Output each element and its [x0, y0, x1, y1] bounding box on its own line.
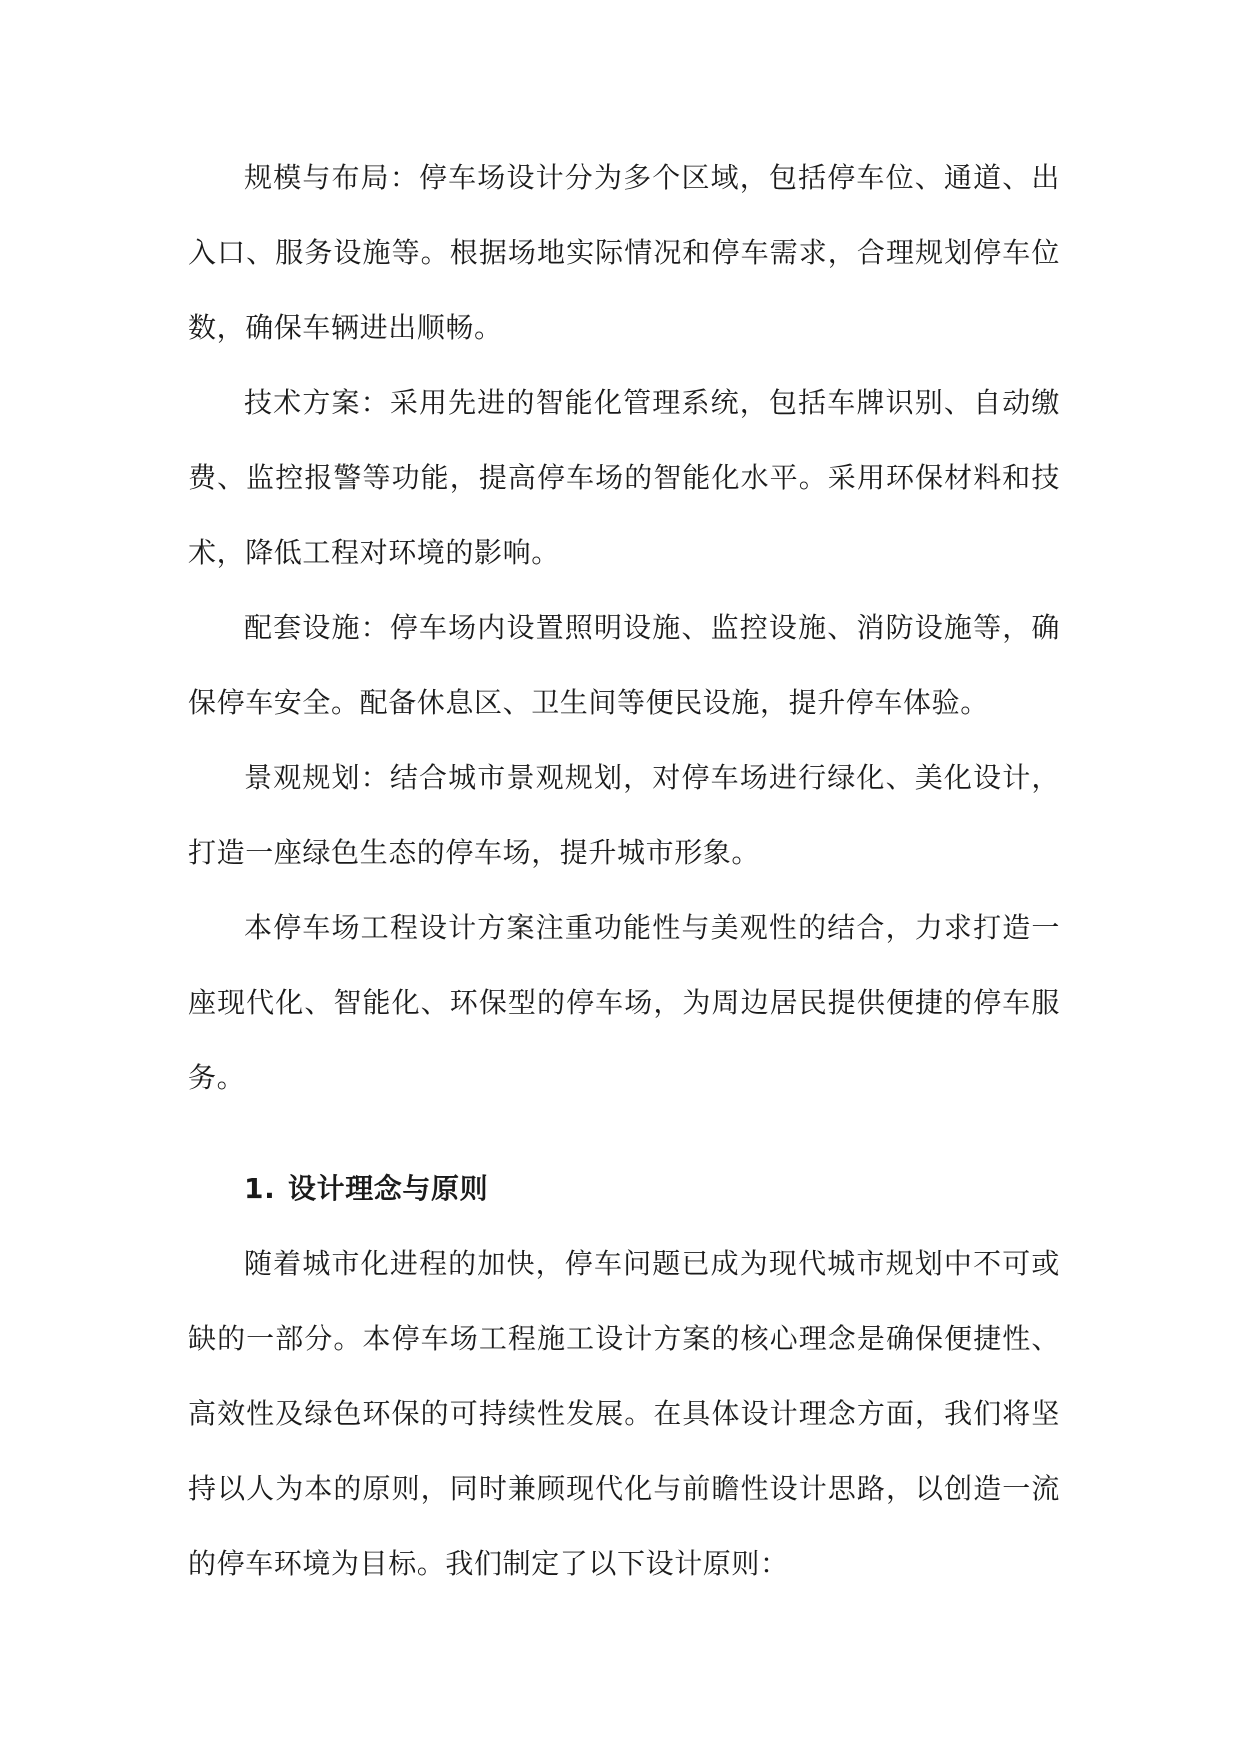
section-heading [188, 1151, 1060, 1226]
paragraph-landscape-planning: 景观规划：结合城市景观规划，对停车场进行绿化、美化设计，打造一座绿色生态的停车场，提升城市形象。 [188, 761, 1060, 869]
paragraph-summary: 本停车场工程设计方案注重功能性与美观性的结合，力求打造一座现代化、智能化、环保型的停车场，为周边居民提供便捷的停车服务。 [188, 911, 1060, 1094]
paragraph-scale-layout: 规模与布局：停车场设计分为多个区域，包括停车位、通道、出入口、服务设施等。根据场地实际情况和停车需求，合理规划停车位数，确保车辆进出顺畅。 [188, 161, 1060, 344]
paragraph-technical-plan: 技术方案：采用先进的智能化管理系统，包括车牌识别、自动缴费、监控报警等功能，提高停车场的智能化水平。采用环保材料和技术，降低工程对环境的影响。 [188, 386, 1060, 569]
paragraph-design-concept: 随着城市化进程的加快，停车问题已成为现代城市规划中不可或缺的一部分。本停车场工程施工设计方案的核心理念是确保便捷性、高效性及绿色环保的可持续性发展。在具体设计理念方面，我们将坚持以人为本的原则，同时兼顾现代化与前瞻性设计思路，以创造一流的停车环境为目标。我们制定了以下设计原则： [188, 1247, 1060, 1580]
paragraph-supporting-facilities: 配套设施：停车场内设置照明设施、监控设施、消防设施等，确保停车安全。配备休息区、卫生间等便民设施，提升停车体验。 [188, 611, 1060, 719]
document-body [188, 140, 1060, 1601]
section-title: 设计理念与原则 [288, 1172, 489, 1205]
section-number: 1. [244, 1172, 276, 1205]
